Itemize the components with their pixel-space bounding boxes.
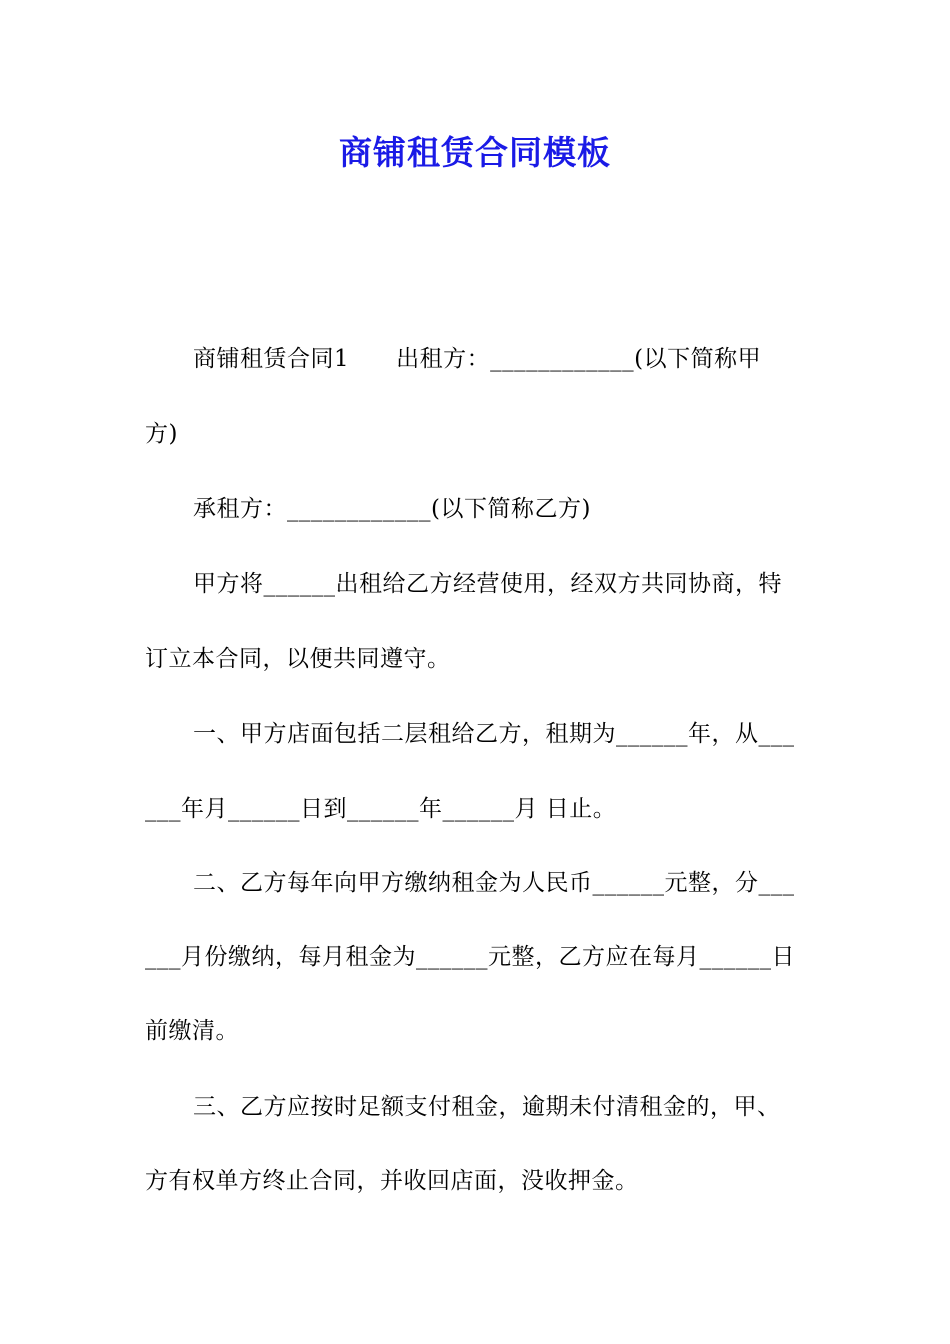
paragraph-line: 前缴清。 [145, 1018, 239, 1044]
paragraph-line: 甲方将______出租给乙方经营使用，经双方共同协商，特 [193, 571, 782, 597]
paragraph-line: 二、乙方每年向甲方缴纳租金为人民币______元整，分___ [193, 870, 795, 896]
paragraph-line: 承租方：____________(以下简称乙方) [193, 496, 591, 522]
paragraph-line: 方) [145, 421, 178, 447]
paragraph-line: 商铺租赁合同1 出租方：____________(以下简称甲 [193, 346, 762, 372]
paragraph-line: 一、甲方店面包括二层租给乙方，租期为______年，从___ [193, 721, 795, 747]
paragraph-line: 方有权单方终止合同，并收回店面，没收押金。 [145, 1168, 639, 1194]
paragraph-line: 订立本合同，以便共同遵守。 [145, 646, 451, 672]
document-title: 商铺租赁合同模板 [339, 133, 611, 172]
paragraph-line: 三、乙方应按时足额支付租金，逾期未付清租金的，甲、 [193, 1094, 781, 1120]
paragraph-line: ___年月______日到______年______月 日止。 [145, 796, 617, 822]
paragraph-line: ___月份缴纳，每月租金为______元整，乙方应在每月______日 [145, 944, 795, 970]
